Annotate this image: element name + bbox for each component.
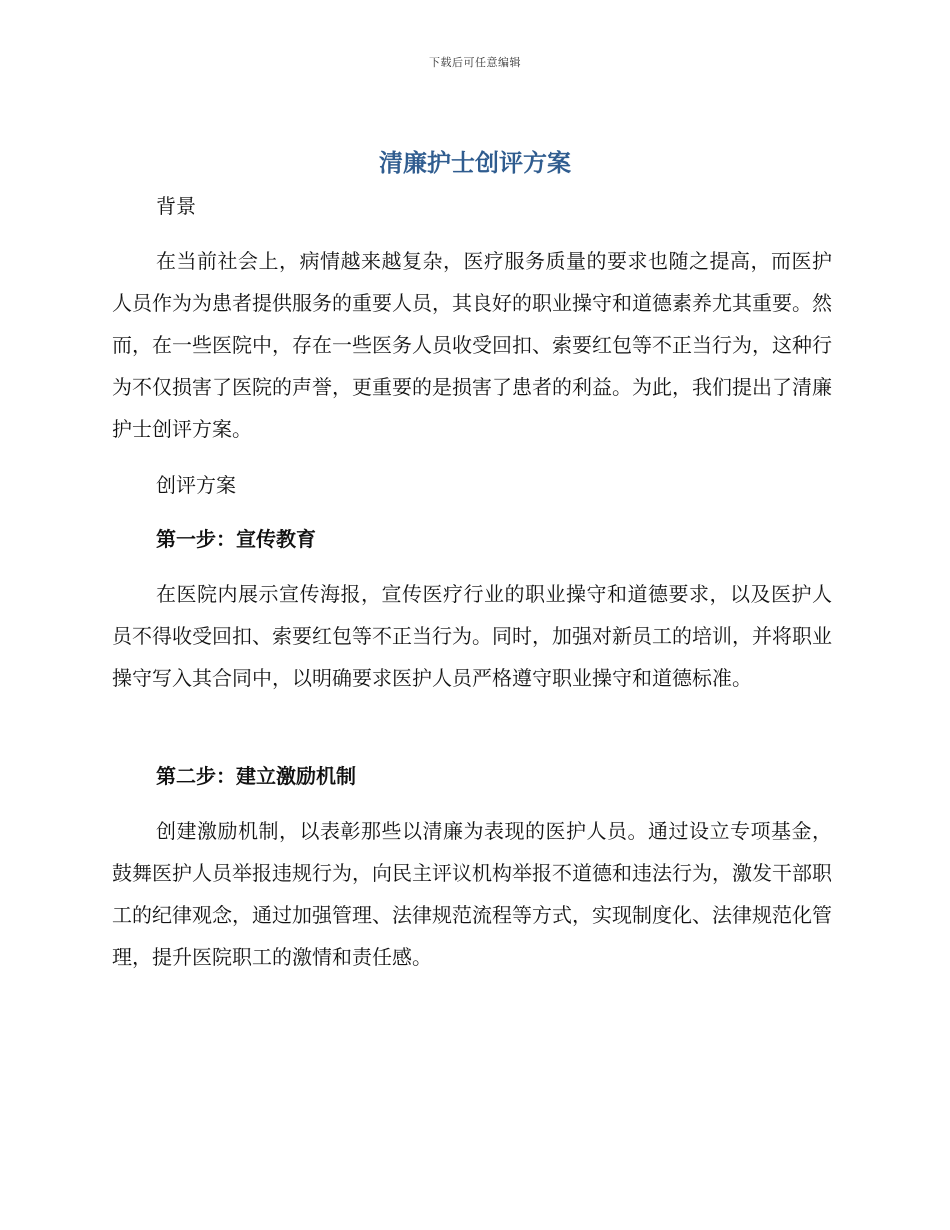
section-heading-plan: 创评方案: [156, 473, 236, 497]
section-heading-background: 背景: [156, 194, 196, 218]
document-title: 清廉护士创评方案: [379, 149, 571, 177]
header-note: 下载后可任意编辑: [429, 56, 521, 69]
paragraph-step2: 创建激励机制，以表彰那些以清廉为表现的医护人员。通过设立专项基金，鼓舞医护人员举报违规行为，向民主评议机构举报不道德和违法行为，激发干部职工的纪律观念，通过加强管理、法律规范流程等方式，实现制度化、法律规范化管理，提升医院职工的激情和责任感。: [112, 819, 832, 969]
section-heading-step1: 第一步：宣传教育: [156, 527, 316, 551]
paragraph-background: 在当前社会上，病情越来越复杂，医疗服务质量的要求也随之提高，而医护人员作为为患者提供服务的重要人员，其良好的职业操守和道德素养尤其重要。然而，在一些医院中，存在一些医务人员收受回扣、索要红包等不正当行为，这种行为不仅损害了医院的声誉，更重要的是损害了患者的利益。为此，我们提出了清廉护士创评方案。: [112, 249, 832, 441]
section-heading-step2: 第二步：建立激励机制: [156, 764, 356, 788]
paragraph-step1: 在医院内展示宣传海报，宣传医疗行业的职业操守和道德要求，以及医护人员不得收受回扣、索要红包等不正当行为。同时，加强对新员工的培训，并将职业操守写入其合同中，以明确要求医护人员严格遵守职业操守和道德标准。: [112, 582, 832, 690]
